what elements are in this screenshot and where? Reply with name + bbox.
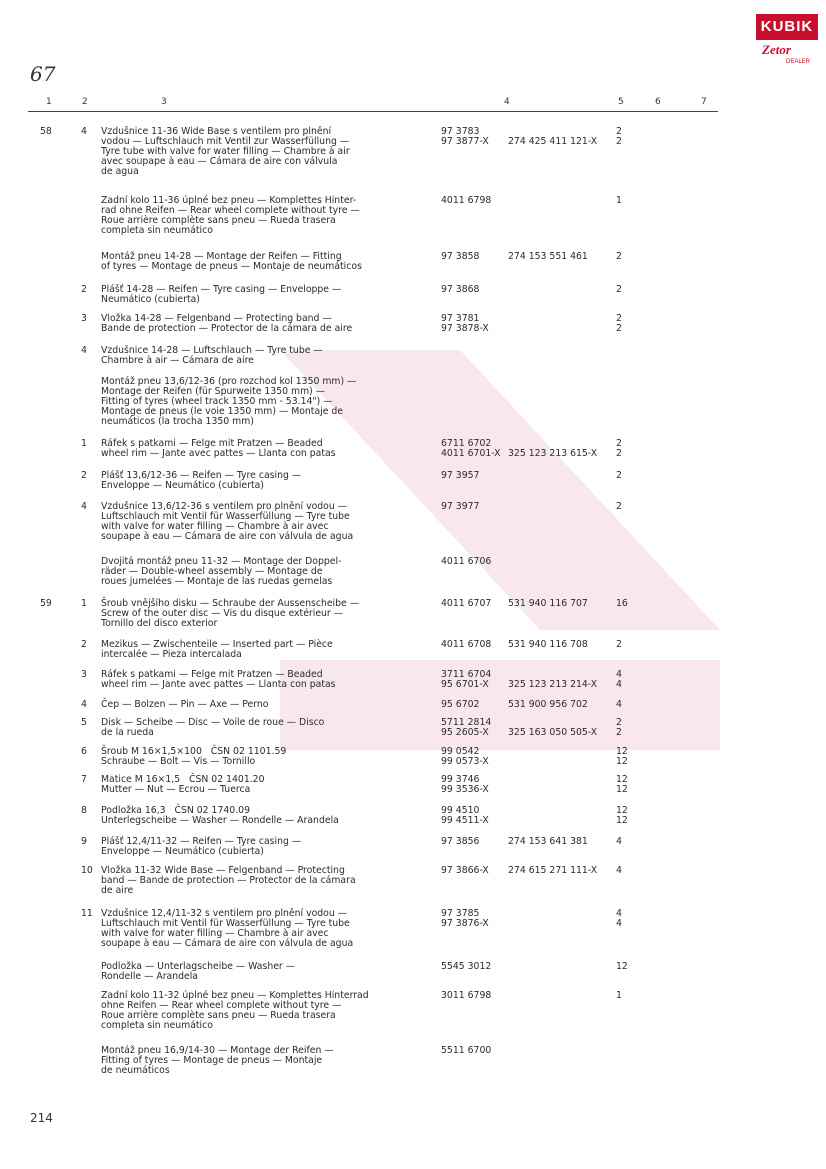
position-number: 2: [81, 639, 87, 650]
part-number: 97 3957: [441, 470, 480, 481]
part-description: Disk — Scheibe — Disc — Voile de roue — Disco de la rueda: [101, 717, 325, 738]
part-number: 5711 2814 95 2605-X: [441, 717, 492, 738]
part-description: Vzdušnice 13,6/12-36 s ventilem pro plnění vodou — Luftschlauch mit Ventil für Wasserfüllung — Tyre tube with valve for water filling — Chambre à air avec soupape à eau — Cámara de aire con válvula de agua: [101, 501, 354, 542]
part-number: 97 3783 97 3877-X: [441, 126, 489, 147]
part-number: 97 3858: [441, 251, 480, 262]
quantity: 4 4: [616, 908, 622, 929]
position-number: 2: [81, 470, 87, 481]
part-description: Matice M 16×1,5 ČSN 02 1401.20 Mutter — Nut — Ecrou — Tuerca: [101, 774, 265, 795]
alt-part-number: 531 940 116 708: [508, 639, 588, 650]
part-number: 97 3868: [441, 284, 480, 295]
column-header-1: 1: [46, 97, 52, 107]
part-number: 97 3866-X: [441, 865, 489, 876]
alt-part-number: 274 153 641 381: [508, 836, 588, 847]
part-number: 97 3856: [441, 836, 480, 847]
part-number: 99 3746 99 3536-X: [441, 774, 489, 795]
position-number: 5: [81, 717, 87, 728]
position-number: 4: [81, 501, 87, 512]
column-header-4: 4: [504, 97, 510, 107]
quantity: 4: [616, 699, 622, 710]
position-number: 6: [81, 746, 87, 757]
logo-dealer: DEALER: [786, 59, 811, 65]
logo-sub: Zetor: [762, 42, 791, 57]
part-description: Plášť 13,6/12-36 — Reifen — Tyre casing — Enveloppe — Neumático (cubierta): [101, 470, 302, 491]
alt-part-number: 325 163 050 505-X: [508, 727, 598, 738]
logo-brand: KUBIK: [756, 14, 818, 40]
part-description: Dvojitá montáž pneu 11-32 — Montage der Doppel- räder — Double-wheel assembly — Montage de roues jumelées — Montaje de las ruedas gemelas: [101, 556, 342, 587]
quantity: 2: [616, 251, 622, 262]
position-number: 9: [81, 836, 87, 847]
part-description: Vzdušnice 11-36 Wide Base s ventilem pro plnění vodou — Luftschlauch mit Ventil zur Wasserfüllung — Tyre tube with valve for water filling — Chambre à air avec soupape à eau — Cámara de aire con válvula de agua: [101, 126, 350, 177]
part-description: Plášť 14-28 — Reifen — Tyre casing — Enveloppe — Neumático (cubierta): [101, 284, 342, 305]
item-number: 58: [40, 126, 52, 137]
part-description: Vzdušnice 14-28 — Luftschlauch — Tyre tube — Chambre à air — Cámara de aire: [101, 345, 323, 366]
part-description: Vložka 14-28 — Felgenband — Protecting band — Bande de protection — Protector de la cámara de aire: [101, 313, 353, 334]
position-number: 8: [81, 805, 87, 816]
part-description: Montáž pneu 14-28 — Montage der Reifen — Fitting of tyres — Montage de pneus — Montaje de neumáticos: [101, 251, 362, 272]
column-header-5: 5: [618, 97, 624, 107]
position-number: 11: [81, 908, 93, 919]
page-number: 214: [30, 1111, 53, 1125]
handwritten-page-number: 67: [30, 62, 56, 86]
alt-part-number: 274 153 551 461: [508, 251, 588, 262]
part-number: 5545 3012: [441, 961, 492, 972]
quantity: 12 12: [616, 774, 628, 795]
part-description: Vložka 11-32 Wide Base — Felgenband — Protecting band — Bande de protection — Protector de la cámara de aire: [101, 865, 356, 896]
alt-part-number: 531 900 956 702: [508, 699, 588, 710]
part-description: Podložka — Unterlagscheibe — Washer — Rondelle — Arandela: [101, 961, 296, 982]
position-number: 1: [81, 438, 87, 449]
quantity: 2: [616, 639, 622, 650]
quantity: 4: [616, 865, 622, 876]
header-rule: [28, 111, 718, 112]
quantity: 12 12: [616, 746, 628, 767]
part-number: 97 3781 97 3878-X: [441, 313, 489, 334]
part-description: Ráfek s patkami — Felge mit Pratzen — Beaded wheel rim — Jante avec pattes — Llanta con patas: [101, 669, 336, 690]
part-description: Plášť 12,4/11-32 — Reifen — Tyre casing — Enveloppe — Neumático (cubierta): [101, 836, 302, 857]
quantity: 4: [616, 836, 622, 847]
part-number: 3011 6798: [441, 990, 492, 1001]
part-description: Šroub M 16×1,5×100 ČSN 02 1101.59 Schraube — Bolt — Vis — Tornillo: [101, 746, 287, 767]
position-number: 4: [81, 126, 87, 137]
position-number: 10: [81, 865, 93, 876]
quantity: 1: [616, 195, 622, 206]
part-number: 3711 6704 95 6701-X: [441, 669, 492, 690]
part-description: Zadní kolo 11-36 úplné bez pneu — Komplettes Hinter- rad ohne Reifen — Rear wheel complete without tyre — Roue arrière complète sans pneu — Rueda trasera completa sin neumático: [101, 195, 360, 236]
position-number: 1: [81, 598, 87, 609]
column-header-7: 7: [701, 97, 707, 107]
position-number: 3: [81, 669, 87, 680]
position-number: 4: [81, 345, 87, 356]
position-number: 3: [81, 313, 87, 324]
alt-part-number: 274 425 411 121-X: [508, 136, 598, 147]
alt-part-number: 274 615 271 111-X: [508, 865, 598, 876]
quantity: 16: [616, 598, 628, 609]
part-number: 6711 6702 4011 6701-X: [441, 438, 501, 459]
item-number: 59: [40, 598, 52, 609]
part-description: Podložka 16,3 ČSN 02 1740.09 Unterlegscheibe — Washer — Rondelle — Arandela: [101, 805, 339, 826]
part-number: 4011 6708: [441, 639, 492, 650]
part-number: 97 3785 97 3876-X: [441, 908, 489, 929]
part-description: Montáž pneu 16,9/14-30 — Montage der Reifen — Fitting of tyres — Montage de pneus — Montaje de neumáticos: [101, 1045, 334, 1076]
part-description: Montáž pneu 13,6/12-36 (pro rozchod kol 1350 mm) — Montage der Reifen (für Spurweite 1350 mm) — Fitting of tyres (wheel track 1350 mm - 53.14") — Montage de pneus (le voie 1350 mm) — Montaje de neumáticos (la trocha 1350 mm): [101, 376, 357, 427]
part-number: 5511 6700: [441, 1045, 492, 1056]
dealer-logo: [756, 14, 818, 72]
column-header-2: 2: [82, 97, 88, 107]
part-description: Šroub vnějšího disku — Schraube der Aussenscheibe — Screw of the outer disc — Vis du disque extérieur — Tornillo del disco exterior: [101, 598, 360, 629]
quantity: 4 4: [616, 669, 622, 690]
quantity: 12 12: [616, 805, 628, 826]
column-header-3: 3: [161, 97, 167, 107]
alt-part-number: 325 123 213 214-X: [508, 679, 598, 690]
quantity: 2 2: [616, 438, 622, 459]
quantity: 2: [616, 501, 622, 512]
part-number: 99 4510 99 4511-X: [441, 805, 489, 826]
part-description: Vzdušnice 12,4/11-32 s ventilem pro plnění vodou — Luftschlauch mit Ventil für Wasserfüllung — Tyre tube with valve for water filling — Chambre à air avec soupape à eau — Cámara de aire con válvula de agua: [101, 908, 354, 949]
part-description: Ráfek s patkami — Felge mit Pratzen — Beaded wheel rim — Jante avec pattes — Llanta con patas: [101, 438, 336, 459]
alt-part-number: 531 940 116 707: [508, 598, 588, 609]
part-number: 99 0542 99 0573-X: [441, 746, 489, 767]
quantity: 2 2: [616, 126, 622, 147]
quantity: 2 2: [616, 313, 622, 334]
quantity: 12: [616, 961, 628, 972]
part-description: Mezikus — Zwischenteile — Inserted part — Pièce intercalée — Pieza intercalada: [101, 639, 333, 660]
column-header-6: 6: [655, 97, 661, 107]
part-number: 4011 6706: [441, 556, 492, 567]
position-number: 4: [81, 699, 87, 710]
position-number: 7: [81, 774, 87, 785]
alt-part-number: 325 123 213 615-X: [508, 448, 598, 459]
quantity: 2: [616, 470, 622, 481]
quantity: 2 2: [616, 717, 622, 738]
part-number: 95 6702: [441, 699, 480, 710]
part-description: Zadní kolo 11-32 úplné bez pneu — Komplettes Hinterrad ohne Reifen — Rear wheel complete without tyre — Roue arrière complète sans pneu — Rueda trasera completa sin neumático: [101, 990, 369, 1031]
quantity: 1: [616, 990, 622, 1001]
position-number: 2: [81, 284, 87, 295]
part-number: 4011 6798: [441, 195, 492, 206]
part-number: 97 3977: [441, 501, 480, 512]
quantity: 2: [616, 284, 622, 295]
part-description: Čep — Bolzen — Pin — Axe — Perno: [101, 699, 269, 710]
part-number: 4011 6707: [441, 598, 492, 609]
